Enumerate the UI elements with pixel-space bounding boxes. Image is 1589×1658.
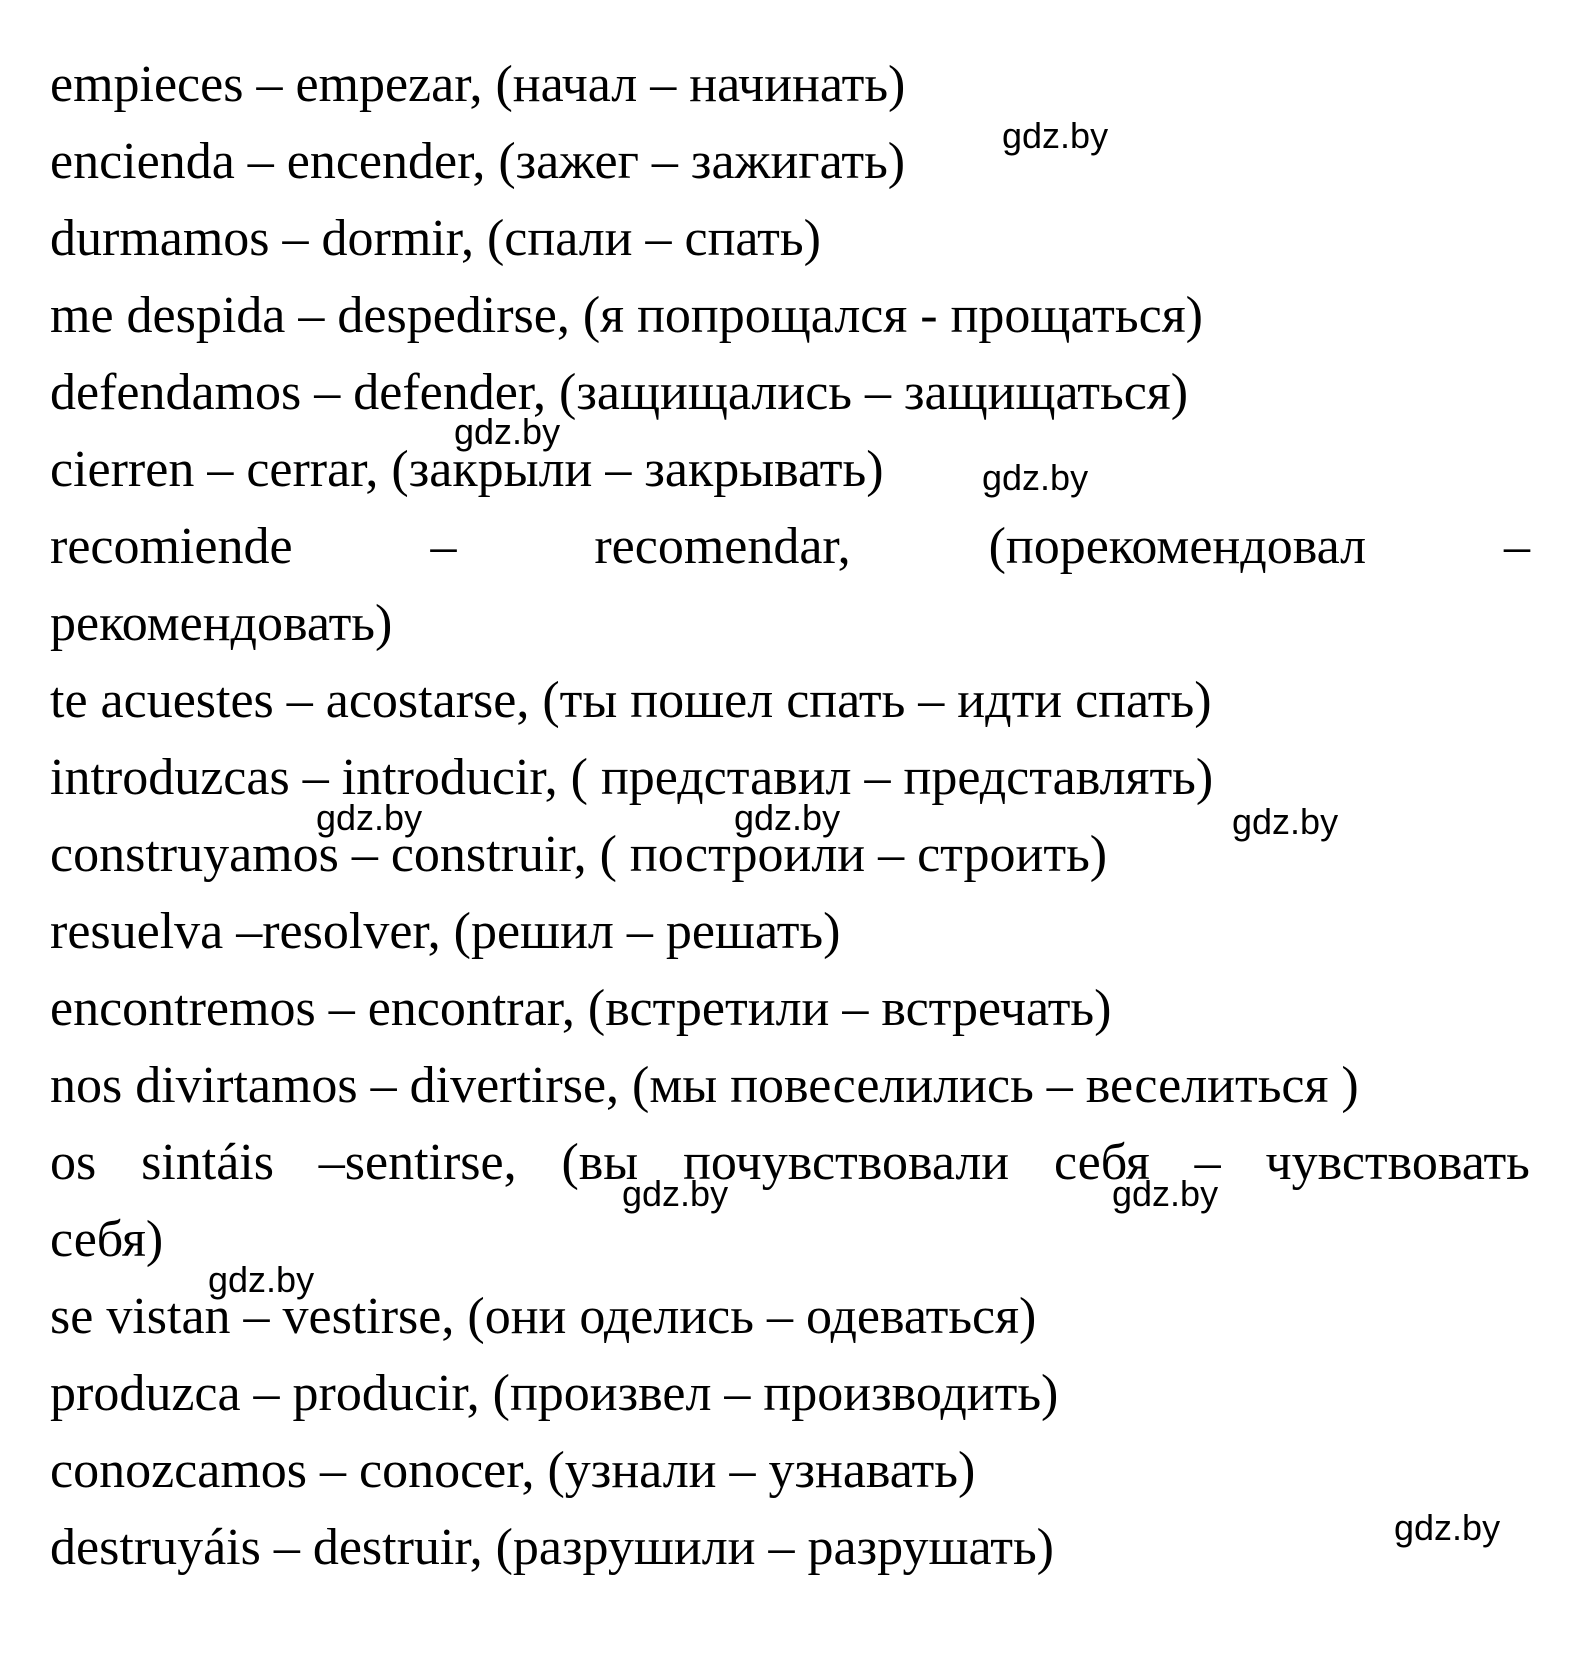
watermark: gdz.by [1112, 1173, 1219, 1214]
text-line: se vistan – vestirse, (они оделись – одеваться) [50, 1288, 1037, 1345]
text-line: encontremos – encontrar, (встретили – встречать) [50, 980, 1112, 1037]
watermark: gdz.by [982, 457, 1089, 498]
text-line: destruyáis – destruir, (разрушили – разрушать) [50, 1519, 1054, 1576]
text-line: cierren – cerrar, (закрыли – закрывать) [50, 441, 884, 498]
text-line: nos divirtamos – divertirse, (мы повеселились – веселиться ) [50, 1057, 1359, 1114]
text-line: introduzcas – introducir, ( представил – представлять) [50, 749, 1214, 806]
watermark: gdz.by [208, 1259, 315, 1300]
text-line: construyamos – construir, ( построили – строить) [50, 826, 1108, 883]
word: (вы [561, 1134, 639, 1191]
word: os [50, 1134, 97, 1191]
word: себя [1053, 1134, 1150, 1191]
word: почувствовали [683, 1134, 1010, 1191]
watermark: gdz.by [1232, 801, 1339, 842]
text-line: рекомендовать) [50, 595, 393, 652]
text-line: durmamos – dormir, (спали – спать) [50, 210, 821, 267]
text-line-justified [50, 508, 1530, 585]
word: – [430, 518, 457, 575]
word: recomiende [50, 518, 293, 575]
word: – [1194, 1134, 1221, 1191]
text-line: conozcamos – conocer, (узнали – узнавать) [50, 1442, 976, 1499]
watermark: gdz.by [734, 797, 841, 838]
text-line: empieces – empezar, (начал – начинать) [50, 56, 906, 113]
word: –sentirse, [318, 1134, 517, 1191]
word: recomendar, [594, 518, 851, 575]
watermark: gdz.by [454, 411, 561, 452]
text-line: encienda – encender, (зажег – зажигать) [50, 133, 906, 190]
word: – [1503, 518, 1530, 575]
watermark: gdz.by [622, 1173, 729, 1214]
text-line: себя) [50, 1211, 164, 1268]
word: (порекомендовал [988, 518, 1367, 575]
text-line: me despida – despedirse, (я попрощался - прощаться) [50, 287, 1203, 344]
text-line-justified [50, 1124, 1530, 1201]
word: sintáis [141, 1134, 274, 1191]
text-line: produzca – producir, (произвел – производить) [50, 1365, 1059, 1422]
watermark: gdz.by [316, 797, 423, 838]
word: чувствовать [1265, 1134, 1530, 1191]
watermark: gdz.by [1394, 1507, 1501, 1548]
text-line: defendamos – defender, (защищались – защищаться) [50, 364, 1189, 421]
text-line: te acuestes – acostarse, (ты пошел спать – идти спать) [50, 672, 1212, 729]
text-line: resuelva –resolver, (решил – решать) [50, 903, 841, 960]
watermark: gdz.by [1002, 115, 1109, 156]
